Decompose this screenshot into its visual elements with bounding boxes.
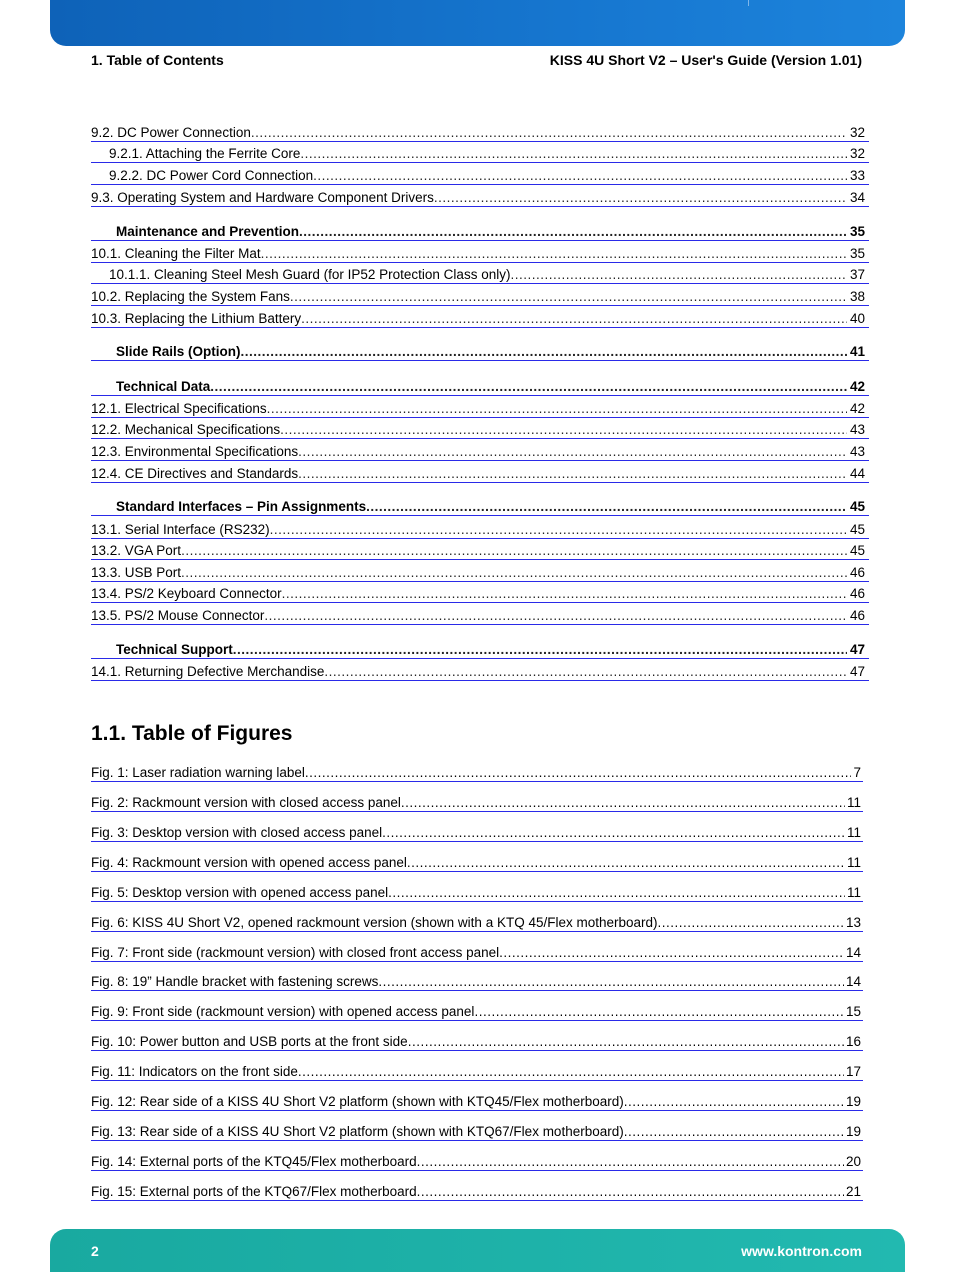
toc-entry[interactable]	[91, 521, 869, 539]
toc-entry-title: 12.3. Environmental Specifications	[91, 444, 299, 459]
toc-leader	[313, 167, 847, 184]
figure-entry[interactable]	[91, 1003, 863, 1021]
toc-entry[interactable]	[91, 443, 869, 461]
website-link[interactable]: www.kontron.com	[741, 1243, 862, 1259]
figure-entry[interactable]	[91, 1183, 863, 1201]
toc-entry-title: Technical Data	[116, 379, 211, 394]
figure-leader	[378, 973, 844, 990]
figure-entry[interactable]	[91, 1123, 863, 1141]
toc-entry-page: 38	[849, 289, 865, 304]
toc-chapter[interactable]	[91, 343, 869, 361]
figure-entry-title: Fig. 4: Rackmount version with opened access panel	[91, 855, 407, 870]
figure-leader	[417, 1153, 844, 1170]
toc-entry-page: 34	[849, 190, 865, 205]
figure-entry-title: Fig. 9: Front side (rackmount version) with opened access panel	[91, 1004, 475, 1019]
toc-entry[interactable]	[91, 167, 869, 185]
figure-entry-title: Fig. 2: Rackmount version with closed access panel	[91, 795, 401, 810]
figure-entry-title: Fig. 5: Desktop version with opened access panel	[91, 885, 389, 900]
figure-leader	[407, 854, 845, 871]
toc-leader	[290, 288, 847, 305]
toc-leader	[233, 641, 847, 658]
figure-entry[interactable]	[91, 794, 863, 812]
figure-entry[interactable]	[91, 944, 863, 962]
toc-chapter[interactable]	[91, 641, 869, 659]
toc-entry-title: 10.1.1. Cleaning Steel Mesh Guard (for IP52 Protection Class only)	[109, 267, 511, 282]
figure-entry-page: 20	[845, 1154, 861, 1169]
toc-leader	[181, 564, 847, 581]
toc-entry-title: Technical Support	[116, 642, 233, 657]
figure-leader	[401, 794, 845, 811]
toc-leader	[251, 124, 847, 141]
toc-entry-page: 43	[849, 422, 865, 437]
toc-entry-title: 10.2. Replacing the System Fans	[91, 289, 290, 304]
toc-entry-page: 32	[849, 125, 865, 140]
toc-leader	[298, 465, 847, 482]
figure-entry-page: 11	[846, 795, 861, 810]
figure-entry[interactable]	[91, 1033, 863, 1051]
toc-leader	[301, 310, 847, 327]
toc-leader	[510, 266, 847, 283]
figure-entry-page: 15	[845, 1004, 861, 1019]
figure-entry[interactable]	[91, 973, 863, 991]
toc-entry[interactable]	[91, 663, 869, 681]
toc-entry[interactable]	[91, 607, 869, 625]
figure-leader	[408, 1033, 844, 1050]
toc-entry[interactable]	[91, 421, 869, 439]
toc-entry[interactable]	[91, 266, 869, 284]
toc-leader	[280, 421, 847, 438]
header-band	[50, 0, 905, 46]
figure-entry-page: 11	[846, 885, 861, 900]
toc-entry-title: 9.2.1. Attaching the Ferrite Core	[109, 146, 301, 161]
figure-entry-page: 19	[845, 1094, 861, 1109]
toc-entry[interactable]	[91, 124, 869, 142]
toc-entry-title: 9.2. DC Power Connection	[91, 125, 251, 140]
figures-heading: 1.1. Table of Figures	[91, 722, 293, 745]
figure-leader	[624, 1123, 844, 1140]
figure-entry[interactable]	[91, 764, 863, 782]
figure-entry-title: Fig. 15: External ports of the KTQ67/Flex motherboard	[91, 1184, 417, 1199]
toc-entry-page: 35	[849, 246, 865, 261]
figure-leader	[474, 1003, 844, 1020]
toc-leader	[366, 498, 847, 515]
toc-entry[interactable]	[91, 585, 869, 603]
toc-entry[interactable]	[91, 288, 869, 306]
figure-entry-page: 17	[845, 1064, 861, 1079]
toc-entry-page: 46	[849, 608, 865, 623]
figure-entry-title: Fig. 10: Power button and USB ports at the front side	[91, 1034, 408, 1049]
toc-entry-title: 13.1. Serial Interface (RS232)	[91, 522, 270, 537]
toc-leader	[267, 400, 847, 417]
toc-leader	[282, 585, 847, 602]
figure-entry-title: Fig. 11: Indicators on the front side	[91, 1064, 298, 1079]
toc-entry-page: 40	[849, 311, 865, 326]
figure-entry-page: 7	[853, 765, 861, 780]
toc-entry-title: 10.1. Cleaning the Filter Mat	[91, 246, 261, 261]
toc-leader	[434, 189, 847, 206]
toc-entry-page: 43	[849, 444, 865, 459]
figure-entry-title: Fig. 7: Front side (rackmount version) with closed front access panel	[91, 945, 500, 960]
toc-entry[interactable]	[91, 245, 869, 263]
toc-entry[interactable]	[91, 189, 869, 207]
toc-entry-page: 41	[849, 344, 865, 359]
toc-entry[interactable]	[91, 564, 869, 582]
toc-entry-page: 35	[849, 224, 865, 239]
page-number: 2	[91, 1243, 99, 1259]
toc-chapter[interactable]	[91, 378, 869, 396]
figure-entry-page: 16	[845, 1034, 861, 1049]
toc-leader	[241, 343, 847, 360]
toc-leader	[270, 521, 847, 538]
toc-entry-title: 12.2. Mechanical Specifications	[91, 422, 281, 437]
figure-entry[interactable]	[91, 1093, 863, 1111]
toc-entry-title: 13.2. VGA Port	[91, 543, 182, 558]
toc-entry-page: 44	[849, 466, 865, 481]
figure-entry-title: Fig. 6: KISS 4U Short V2, opened rackmount version (shown with a KTQ 45/Flex motherboard)	[91, 915, 658, 930]
toc-leader	[261, 245, 847, 262]
toc-entry-title: Maintenance and Prevention	[116, 224, 300, 239]
toc-entry[interactable]	[91, 542, 869, 560]
figure-entry-title: Fig. 8: 19” Handle bracket with fastening screws	[91, 974, 379, 989]
toc-entry-page: 33	[849, 168, 865, 183]
figure-leader	[298, 1063, 844, 1080]
figure-leader	[658, 914, 844, 931]
toc-leader	[300, 145, 847, 162]
toc-leader	[210, 378, 847, 395]
toc-leader	[299, 223, 847, 240]
toc-leader	[181, 542, 847, 559]
figure-entry[interactable]	[91, 914, 863, 932]
toc-entry[interactable]	[91, 310, 869, 328]
figure-entry-page: 19	[845, 1124, 861, 1139]
toc-entry-page: 45	[849, 522, 865, 537]
section-header: 1. Table of Contents	[91, 52, 224, 68]
toc-entry-page: 46	[849, 586, 865, 601]
toc-leader	[298, 443, 847, 460]
toc-entry-title: 13.4. PS/2 Keyboard Connector	[91, 586, 282, 601]
toc-entry-title: 14.1. Returning Defective Merchandise	[91, 664, 325, 679]
toc-entry[interactable]	[91, 400, 869, 418]
toc-entry-page: 42	[849, 379, 865, 394]
figure-entry-title: Fig. 13: Rear side of a KISS 4U Short V2 platform (shown with KTQ67/Flex motherboard)	[91, 1124, 624, 1139]
figure-entry-title: Fig. 14: External ports of the KTQ45/Flex motherboard	[91, 1154, 417, 1169]
toc-entry-title: Standard Interfaces – Pin Assignments	[116, 499, 367, 514]
toc-leader	[324, 663, 847, 680]
toc-leader	[264, 607, 847, 624]
figure-leader	[624, 1093, 844, 1110]
figure-entry-page: 13	[845, 915, 861, 930]
figure-entry[interactable]	[91, 1063, 863, 1081]
figure-entry-title: Fig. 12: Rear side of a KISS 4U Short V2 platform (shown with KTQ45/Flex motherboard)	[91, 1094, 624, 1109]
toc-entry-title: 13.3. USB Port	[91, 565, 182, 580]
toc-entry-title: 13.5. PS/2 Mouse Connector	[91, 608, 265, 623]
toc-entry[interactable]	[91, 145, 869, 163]
figure-leader	[305, 764, 852, 781]
figure-entry-page: 11	[846, 825, 861, 840]
toc-entry-page: 37	[849, 267, 865, 282]
toc-entry-title: 12.1. Electrical Specifications	[91, 401, 267, 416]
figure-entry-page: 14	[845, 945, 861, 960]
toc-entry-page: 45	[849, 543, 865, 558]
figure-entry-title: Fig. 1: Laser radiation warning label	[91, 765, 305, 780]
figure-entry[interactable]	[91, 1153, 863, 1171]
figure-entry-page: 11	[846, 855, 861, 870]
toc-entry-page: 42	[849, 401, 865, 416]
document-title: KISS 4U Short V2 – User's Guide (Version 1.01)	[549, 52, 862, 68]
toc-entry-title: 10.3. Replacing the Lithium Battery	[91, 311, 302, 326]
figure-entry-title: Fig. 3: Desktop version with closed access panel	[91, 825, 383, 840]
toc-chapter[interactable]	[91, 223, 869, 241]
toc-entry-title: 12.4. CE Directives and Standards	[91, 466, 299, 481]
figure-entry[interactable]	[91, 824, 863, 842]
figure-entry[interactable]	[91, 884, 863, 902]
toc-entry-page: 47	[849, 664, 865, 679]
toc-entry-page: 47	[849, 642, 865, 657]
toc-entry[interactable]	[91, 465, 869, 483]
figure-entry-page: 14	[845, 974, 861, 989]
figure-entry-page: 21	[845, 1184, 861, 1199]
toc-entry-page: 46	[849, 565, 865, 580]
figure-entry[interactable]	[91, 854, 863, 872]
figure-leader	[382, 824, 845, 841]
toc-entry-title: 9.3. Operating System and Hardware Component Drivers	[91, 190, 434, 205]
toc-entry-title: Slide Rails (Option)	[116, 344, 241, 359]
figure-leader	[417, 1183, 844, 1200]
figure-leader	[388, 884, 845, 901]
toc-entry-title: 9.2.2. DC Power Cord Connection	[109, 168, 314, 183]
toc-entry-page: 32	[849, 146, 865, 161]
toc-entry-page: 45	[849, 499, 865, 514]
toc-chapter[interactable]	[91, 498, 869, 516]
figure-leader	[499, 944, 844, 961]
header-band-mark	[748, 0, 749, 6]
